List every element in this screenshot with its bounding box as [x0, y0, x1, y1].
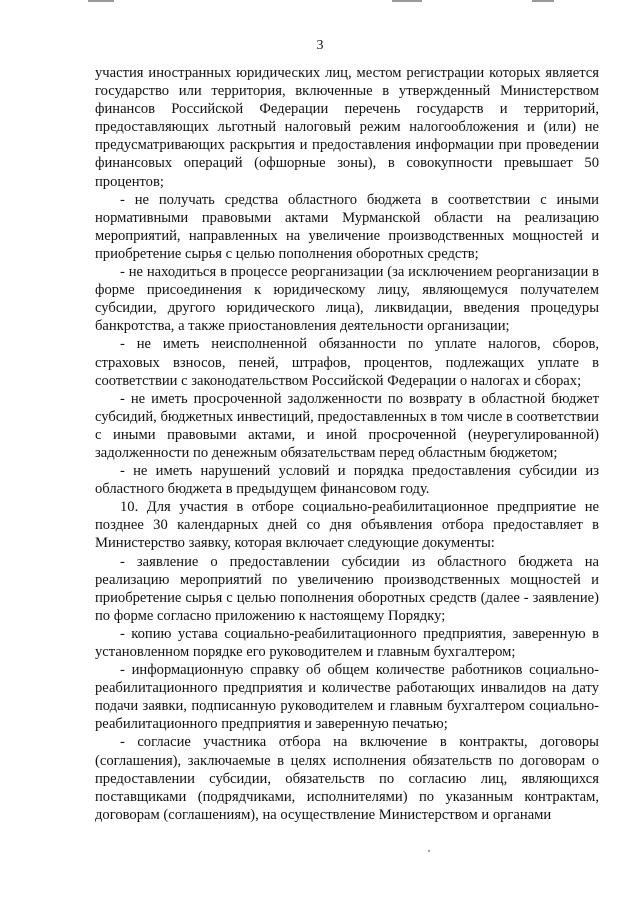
paragraph-application-statement: - заявление о предоставлении субсидии из областного бюджета на реализацию мероприятий по увеличению производственных мощностей и приобретение сырья с целью пополнения оборотных средств (далее - заявление) по форме согласно приложению к настоящему Порядку;: [95, 553, 599, 624]
paragraph-no-reorganization: - не находиться в процессе реорганизации (за исключением реорганизации в форме присоединения к юридическому лицу, являющемуся получателем субсидии, другого юридического лица), ликвидации, введения процедуры банкротства, а также приостановления деятельности организации;: [95, 264, 599, 335]
page-number: 3: [316, 38, 324, 53]
paragraph-no-overdue-debt: - не иметь просроченной задолженности по возврату в областной бюджет субсидий, бюджетных инвестиций, предоставленных в том числе в соответствии с иными правовыми актами, и иной просроченной (неурегулированной) задолженности по денежным обязательствам перед областным бюджетом;: [95, 390, 599, 461]
paragraph-no-tax-arrears: - не иметь неисполненной обязанности по уплате налогов, сборов, страховых взносов, пеней, штрафов, процентов, подлежащих уплате в соответствии с законодательством Российской Федерации о налогах и сборах;: [95, 336, 599, 389]
paragraph-item-10: 10. Для участия в отборе социально-реабилитационное предприятие не позднее 30 календарных дней со дня объявления отбора предоставляет в Министерство заявку, которая включает следующие документы:: [95, 499, 599, 552]
paragraph-continuation: участия иностранных юридических лиц, местом регистрации которых является государство или территория, включенные в утвержденный Министерством финансов Российской Федерации перечень государств и территорий, предоставляющих льготный налоговый режим налогообложения и (или) не предусматривающих раскрытия и предоставления информации при проведении финансовых операций (офшорные зоны), в совокупности превышает 50 процентов;: [95, 65, 599, 190]
paragraph-charter-copy: - копию устава социально-реабилитационного предприятия, заверенную в установленном порядке его руководителем и главным бухгалтером;: [95, 625, 599, 660]
scan-edge-marks: [0, 0, 640, 6]
paragraph-info-certificate: - информационную справку об общем количестве работников социально-реабилитационного предприятия и количестве работающих инвалидов на дату подачи заявки, подписанную руководителем и главным бухгалтером социально-реабилитационного предприятия и заверенную печатью;: [95, 662, 599, 733]
paragraph-no-other-budget-funds: - не получать средства областного бюджета в соответствии с иными нормативными правовыми актами Мурманской области на реализацию мероприятий, направленных на увеличение производственных мощностей и приобретение сырья с целью пополнения оборотных средств;: [95, 191, 599, 262]
scan-speck: [428, 850, 430, 852]
document-body: [95, 64, 599, 824]
paragraph-participant-consent: - согласие участника отбора на включение в контракты, договоры (соглашения), заключаемые в целях исполнения обязательств по договорам о предоставлении субсидии, обязательств по согласию лиц, являющихся поставщиками (подрядчиками, исполнителями) по указанным контрактам, договорам (соглашениям), на осуществление Министерством и органами: [95, 734, 599, 823]
paragraph-no-violations: - не иметь нарушений условий и порядка предоставления субсидии из областного бюджета в предыдущем финансовом году.: [95, 463, 599, 498]
